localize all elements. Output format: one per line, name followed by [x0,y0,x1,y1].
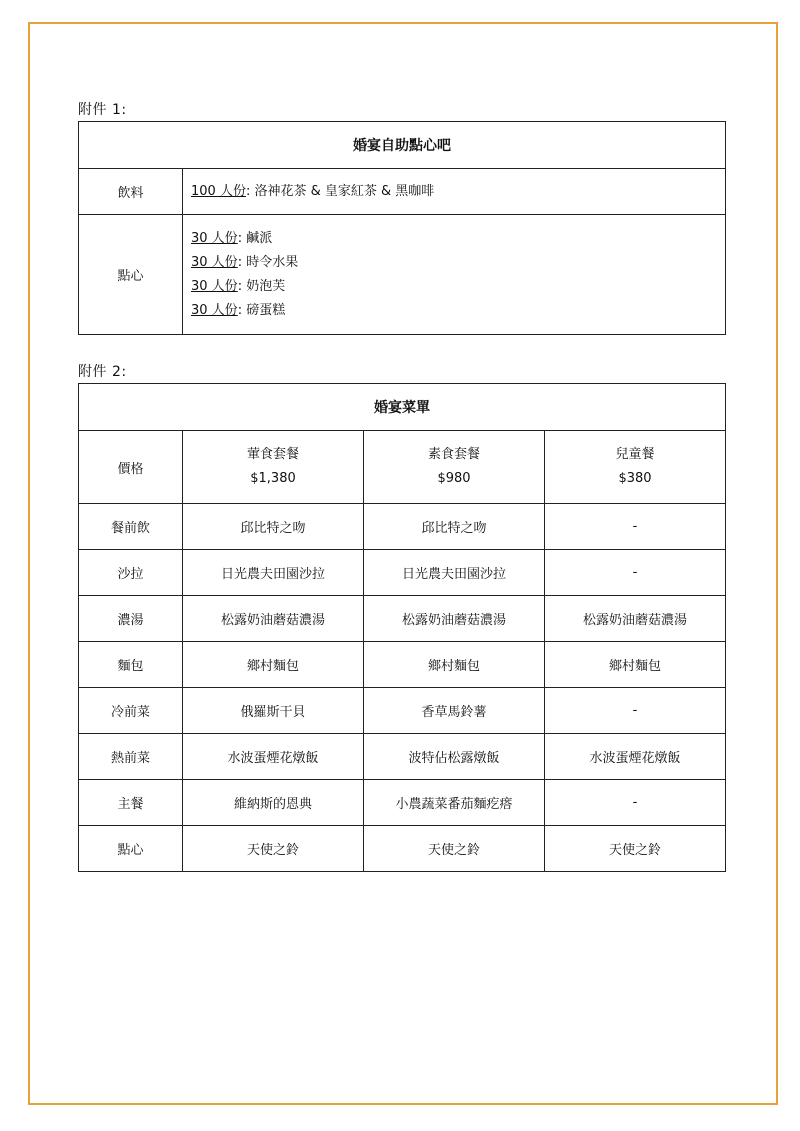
set-name: 素食套餐 [427,447,480,462]
table-row [79,734,726,780]
serving-qty: 30 人份 [191,254,238,270]
attachment-2-label: 附件 2: [78,364,127,380]
menu-cell: - [545,688,726,734]
dessert-text: 磅蛋糕 [242,302,286,318]
snack-bar-table [78,121,726,335]
drinks-line [191,180,725,204]
set-name: 葷食套餐 [246,447,299,462]
course-label: 主餐 [79,780,183,826]
table-row [79,688,726,734]
desserts-content [183,215,726,335]
dessert-text: 時令水果 [242,254,299,270]
dessert-line [191,299,725,323]
menu-cell: 水波蛋煙花燉飯 [545,734,726,780]
dessert-text: 奶泡芙 [242,278,286,294]
menu-cell: 邱比特之吻 [364,504,545,550]
menu-cell: 鄉村麵包 [364,642,545,688]
table-row [79,504,726,550]
serving-qty: 100 人份 [191,183,246,199]
menu-cell: 日光農夫田園沙拉 [364,550,545,596]
course-label: 餐前飲 [79,504,183,550]
drinks-content [183,169,726,215]
serving-qty: 30 人份 [191,278,238,294]
serving-qty: 30 人份 [191,302,238,318]
menu-cell: 鄉村麵包 [545,642,726,688]
menu-cell: - [545,504,726,550]
menu-cell: - [545,780,726,826]
row-label-desserts: 點心 [79,215,183,335]
menu-cell: - [545,550,726,596]
drinks-text: 洛神花茶 & 皇家紅茶 & 黑咖啡 [250,183,435,199]
table-row [79,550,726,596]
qty-separator: : [245,183,251,199]
dessert-line [191,251,725,275]
wedding-menu-table [78,383,726,872]
dessert-line [191,275,725,299]
qty-separator: : [237,254,243,270]
course-label: 點心 [79,826,183,872]
menu-cell: 小農蔬菜番茄麵疙瘩 [364,780,545,826]
kids-meal-header [545,431,726,504]
table-row [79,642,726,688]
course-label: 麵包 [79,642,183,688]
set-price: $980 [437,471,471,486]
table-row [79,826,726,872]
attachment-1-label: 附件 1: [78,102,127,118]
menu-cell: 天使之鈴 [183,826,364,872]
set-price: $1,380 [250,471,296,486]
qty-separator: : [237,230,243,246]
row-label-price: 價格 [79,431,183,504]
menu-cell: 松露奶油蘑菇濃湯 [183,596,364,642]
course-label: 濃湯 [79,596,183,642]
dessert-text: 鹹派 [242,230,273,246]
menu-cell: 俄羅斯干貝 [183,688,364,734]
menu-cell: 天使之鈴 [545,826,726,872]
table-row [79,780,726,826]
qty-separator: : [237,302,243,318]
set-name: 兒童餐 [615,447,655,462]
menu-cell: 松露奶油蘑菇濃湯 [364,596,545,642]
menu-cell: 日光農夫田園沙拉 [183,550,364,596]
menu-cell: 香草馬鈴薯 [364,688,545,734]
menu-cell: 水波蛋煙花燉飯 [183,734,364,780]
menu-cell: 波特佔松露燉飯 [364,734,545,780]
qty-separator: : [237,278,243,294]
menu-cell: 松露奶油蘑菇濃湯 [545,596,726,642]
snack-bar-title: 婚宴自助點心吧 [79,122,726,169]
course-label: 熱前菜 [79,734,183,780]
menu-cell: 維納斯的恩典 [183,780,364,826]
menu-cell: 鄉村麵包 [183,642,364,688]
course-label: 沙拉 [79,550,183,596]
vegetarian-set-header [364,431,545,504]
table-row [79,596,726,642]
dessert-line [191,227,725,251]
serving-qty: 30 人份 [191,230,238,246]
row-label-drinks: 飲料 [79,169,183,215]
meat-set-header [183,431,364,504]
menu-title: 婚宴菜單 [79,384,726,431]
course-label: 冷前菜 [79,688,183,734]
menu-cell: 天使之鈴 [364,826,545,872]
menu-cell: 邱比特之吻 [183,504,364,550]
set-price: $380 [618,471,652,486]
